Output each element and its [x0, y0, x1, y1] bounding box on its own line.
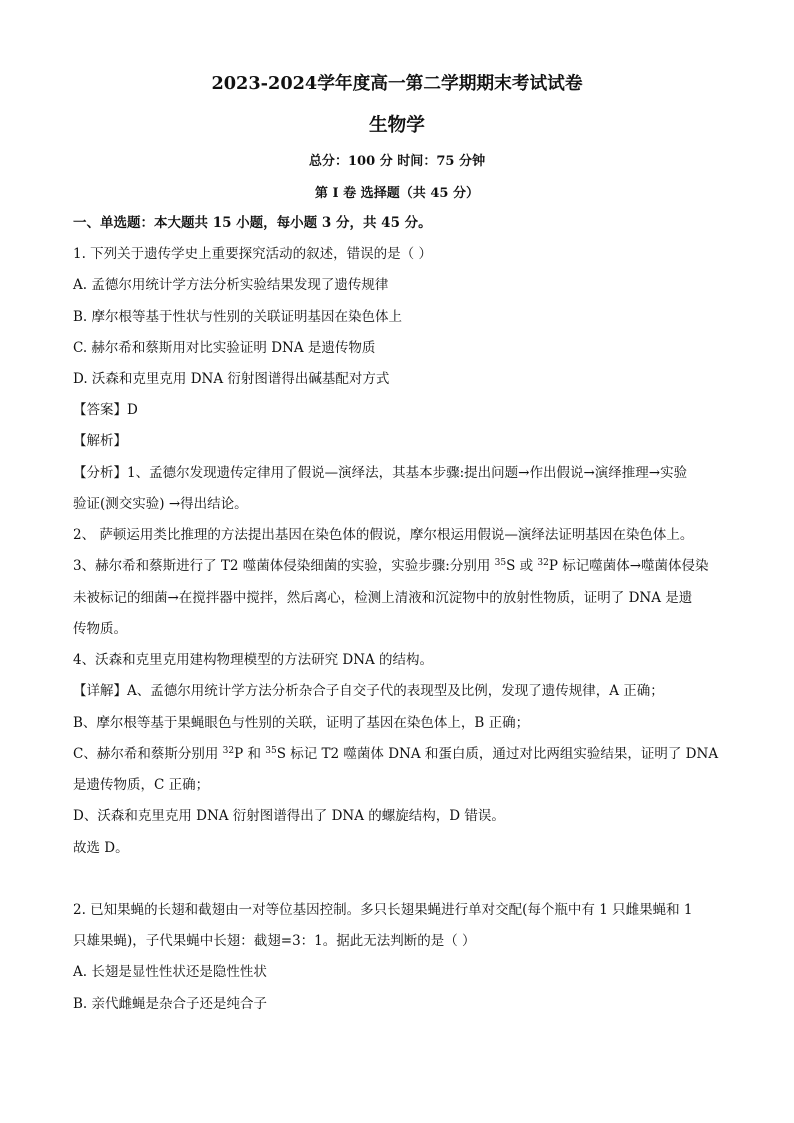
q1-conclusion: 故选 D。	[73, 840, 129, 856]
q1-detail-b: B、摩尔根等基于果蝇眼色与性别的关联，证明了基因在染色体上，B 正确；	[73, 715, 530, 731]
q1-analysis-4: 4、沃森和克里克用建构物理模型的方法研究 DNA 的结构。	[73, 652, 434, 668]
isotope-mass: 35	[494, 558, 507, 568]
q1-analysis-2: 2、 萨顿运用类比推理的方法提出基因在染色体的假说，摩尔根运用假说—演绎法证明基因在染色体上。	[73, 527, 694, 543]
q1-analysis-3b: 未被标记的细菌→在搅拌器中搅拌，然后离心，检测上清液和沉淀物中的放射性物质，证明了 DNA 是遗	[73, 590, 693, 606]
subject-title: 生物学	[369, 115, 425, 136]
text-run: P 和	[234, 746, 266, 762]
q2-option-b: B. 亲代雌蝇是杂合子还是纯合子	[73, 996, 268, 1012]
q2-stem-a: 2. 已知果蝇的长翅和截翅由一对等位基因控制。多只长翅果蝇进行单对交配(每个瓶中有 1 只雌果蝇和 1	[73, 902, 693, 918]
q1-analysis-1a: 【分析】1、孟德尔发现遗传定律用了假说—演绎法，其基本步骤:提出问题→作出假说→演绎推理→实验	[73, 465, 688, 481]
exam-title: 2023-2024学年度高一第二学期期末考试试卷	[211, 73, 583, 94]
q1-detail-c	[73, 745, 718, 763]
part-heading: 第 I 卷 选择题（共 45 分）	[314, 186, 480, 201]
q1-detail-a: 【详解】A、孟德尔用统计学方法分析杂合子自交子代的表现型及比例，发现了遗传规律，A 正确；	[73, 683, 664, 699]
q2-option-a: A. 长翅是显性性状还是隐性性状	[73, 964, 267, 980]
q1-analysis-3c: 传物质。	[73, 621, 127, 637]
q1-detail-d: D、沃森和克里克用 DNA 衍射图谱得出了 DNA 的螺旋结构，D 错误。	[73, 808, 505, 824]
q1-stem: 1. 下列关于遗传学史上重要探究活动的叙述，错误的是（ ）	[73, 246, 432, 262]
text-run: P 标记噬菌体→噬菌体侵染	[548, 558, 709, 574]
q1-option-b: B. 摩尔根等基于性状与性别的关联证明基因在染色体上	[73, 309, 403, 325]
text-run: S 标记 T2 噬菌体 DNA 和蛋白质，通过对比两组实验结果，证明了 DNA	[276, 746, 719, 762]
q1-option-a: A. 孟德尔用统计学方法分析实验结果发现了遗传规律	[73, 277, 389, 293]
q1-analysis-title: 【解析】	[73, 433, 127, 449]
q1-option-c: C. 赫尔希和蔡斯用对比实验证明 DNA 是遗传物质	[73, 340, 376, 356]
q1-analysis-1b: 验证(测交实验) →得出结论。	[73, 496, 248, 512]
isotope-mass: 32	[222, 746, 235, 756]
q1-option-d: D. 沃森和克里克用 DNA 衍射图谱得出碱基配对方式	[73, 371, 390, 387]
isotope-mass: 35	[265, 746, 277, 756]
section-heading: 一、单选题：本大题共 15 小题，每小题 3 分，共 45 分。	[73, 215, 432, 231]
q1-analysis-3a	[73, 557, 709, 575]
text-run: 3、赫尔希和蔡斯进行了 T2 噬菌体侵染细菌的实验，实验步骤:分别用	[73, 558, 495, 574]
isotope-mass: 32	[537, 558, 549, 568]
q1-answer: 【答案】D	[73, 402, 138, 418]
q1-detail-c2: 是遗传物质，C 正确；	[73, 777, 210, 793]
exam-meta: 总分：100 分 时间：75 分钟	[308, 154, 486, 169]
text-run: S 或	[506, 558, 538, 574]
text-run: C、赫尔希和蔡斯分别用	[73, 746, 223, 762]
q2-stem-b: 只雄果蝇)，子代果蝇中长翅：截翅=3：1。据此无法判断的是（ ）	[73, 933, 476, 949]
